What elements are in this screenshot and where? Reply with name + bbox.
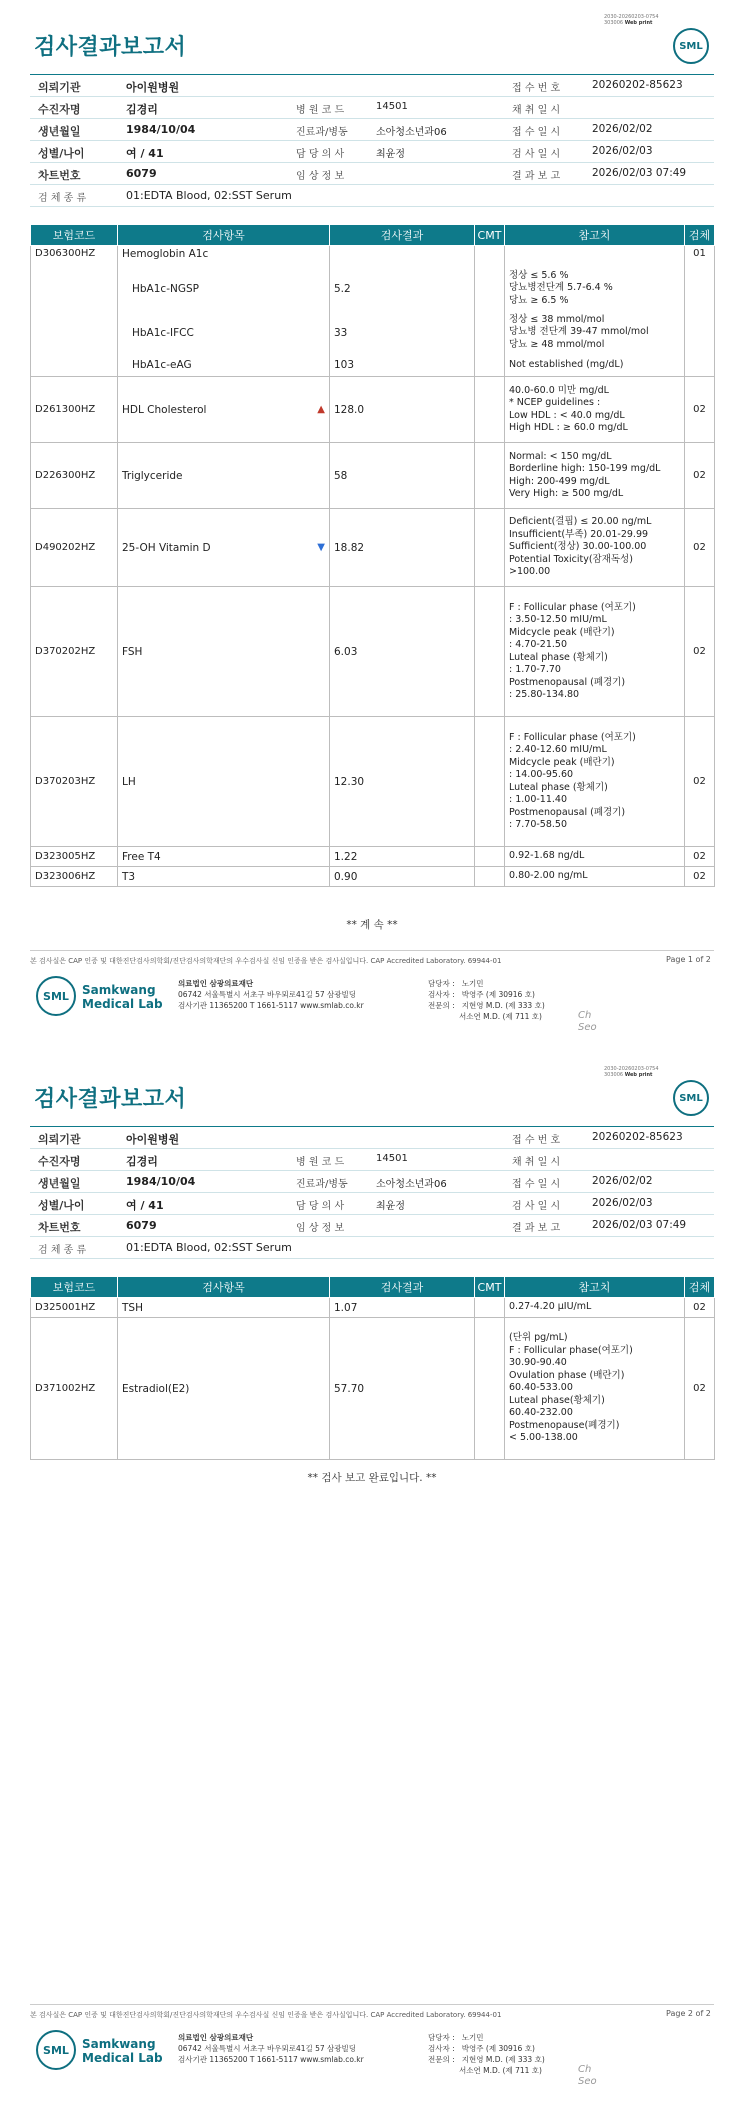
table-row: D371002HZ Estradiol(E2) 57.70 (단위 pg/mL) F : Follicular phase(여포기) 30.90-90.40 Ovulation phase (배란기) 60.40-533.00 Luteal phase(황체기) 60.40-232.00 Postmenopause(폐경기) < 5.00-138.00 02 [31,1318,715,1460]
col-header-specimen: 검체 [685,225,715,246]
col-header-result: 검사결과 [330,1277,475,1298]
patient-info-header: 의뢰기관 아이원병원 접 수 번 호 20260202-85623 수진자명 김경리 병 원 코 드 14501 채 취 일 시 생년월일 1984/10/04 진료과/병동 소아청소년과06 접 수 일 시 2026/02/02 성별/나이 여 / 41 담 당 의 사 최윤정 검 사 일 시 2026/02/03 차트번호 6079 임 상 정 보 결 과 보 고 2026/02/03 07:49 검 체 종 류 01:EDTA Blood, 02:SST Serum [30,1126,714,1259]
lab-name: Samkwang Medical Lab [82,2037,163,2065]
results-table-page-1 [30,224,715,887]
low-flag-icon: ▼ [317,542,325,553]
sml-logo-icon: SML [673,28,709,64]
high-flag-icon: ▲ [317,404,325,415]
col-header-cmt: CMT [475,225,505,246]
table-row: HbA1c-NGSP 5.2 정상 ≤ 5.6 % 당뇨병전단계 5.7-6.4 % 당뇨 ≥ 6.5 % [31,267,715,311]
page-number: Page 1 of 2 [666,955,711,964]
table-row: D370202HZ FSH 6.03 F : Follicular phase (여포기) : 3.50-12.50 mIU/mL Midcycle peak (배란기) : 4.70-21.50 Luteal phase (황체기) : 1.70-7.70 Postmenopausal (폐경기) : 25.80-134.80 02 [31,587,715,717]
table-row: D325001HZ TSH 1.07 0.27-4.20 μIU/mL 02 [31,1298,715,1318]
table-row: D370203HZ LH 12.30 F : Follicular phase (여포기) : 2.40-12.60 mIU/mL Midcycle peak (배란기) : 14.00-95.60 Luteal phase (황체기) : 1.00-11.40 Postmenopausal (폐경기) : 7.70-58.50 02 [31,717,715,847]
table-row: D306300HZ Hemoglobin A1c 01 [31,246,715,267]
patient-info-header: 의뢰기관 아이원병원 접 수 번 호 20260202-85623 수진자명 김경리 병 원 코 드 14501 채 취 일 시 생년월일 1984/10/04 진료과/병동 소아청소년과06 접 수 일 시 2026/02/02 성별/나이 여 / 41 담 당 의 사 최윤정 검 사 일 시 2026/02/03 차트번호 6079 임 상 정 보 결 과 보 고 2026/02/03 07:49 검 체 종 류 01:EDTA Blood, 02:SST Serum [30,74,714,207]
table-row: D261300HZ HDL Cholesterol ▲ 128.0 40.0-60.0 미만 mg/dL * NCEP guidelines : Low HDL : < 40.0 mg/dL High HDL : ≥ 60.0 mg/dL 02 [31,377,715,443]
results-table-page-2 [30,1276,715,1460]
col-header-result: 검사결과 [330,225,475,246]
col-header-ref: 참고치 [505,1277,685,1298]
table-row: D226300HZ Triglyceride 58 Normal: < 150 mg/dL Borderline high: 150-199 mg/dL High: 200-499 mg/dL Very High: ≥ 500 mg/dL 02 [31,443,715,509]
sml-logo-icon: SML [36,2030,76,2070]
signature: Ch Seo [578,1010,597,1033]
table-row: D490202HZ 25-OH Vitamin D ▼ 18.82 Deficient(결핍) ≤ 20.00 ng/mL Insufficient(부족) 20.01-29.99 Sufficient(정상) 30.00-100.00 Potential Toxicity(잠재독성) >100.00 02 [31,509,715,587]
lab-info: 의료법인 삼광의료재단 06742 서울특별시 서초구 바우뫼로41길 57 삼광빌딩 검사기관 11365200 T 1661-5117 www.smlab.co.kr [178,2033,364,2064]
lab-info: 의료법인 삼광의료재단 06742 서울특별시 서초구 바우뫼로41길 57 삼광빌딩 검사기관 11365200 T 1661-5117 www.smlab.co.kr [178,979,364,1010]
sml-logo-icon: SML [36,976,76,1016]
col-header-cmt: CMT [475,1277,505,1298]
table-row: HbA1c-IFCC 33 정상 ≤ 38 mmol/mol 당뇨병 전단계 39-47 mmol/mol 당뇨 ≥ 48 mmol/mol [31,311,715,355]
lab-staff: 담당자 : 노기민 검사자 : 박영주 (제 30916 호) 전문의 : 지현영 M.D. (제 333 호) 서소연 M.D. (제 711 호) [428,2033,545,2075]
lab-staff: 담당자 : 노기민 검사자 : 박영주 (제 30916 호) 전문의 : 지현영 M.D. (제 333 호) 서소연 M.D. (제 711 호) [428,979,545,1021]
page-number: Page 2 of 2 [666,2009,711,2018]
col-header-code: 보험코드 [31,1277,118,1298]
print-stamp: 2030-20260203-0754 303006 Web print [604,1066,659,1078]
accreditation-note: 본 검사실은 CAP 인증 및 대한진단검사의학회/진단검사의학재단의 우수검사실 신임 인증을 받은 검사실입니다. CAP Accredited Laboratory. 69944-01 [30,2011,502,2019]
table-row: HbA1c-eAG 103 Not established (mg/dL) [31,355,715,377]
report-complete-notice: ** 검사 보고 완료입니다. ** [307,1472,437,1484]
col-header-item: 검사항목 [118,1277,330,1298]
sml-logo-icon: SML [673,1080,709,1116]
accreditation-note: 본 검사실은 CAP 인증 및 대한진단검사의학회/진단검사의학재단의 우수검사실 신임 인증을 받은 검사실입니다. CAP Accredited Laboratory. 69944-01 [30,957,502,965]
table-row: D323005HZ Free T4 1.22 0.92-1.68 ng/dL 02 [31,847,715,867]
report-title: 검사결과보고서 [34,1087,187,1112]
table-row: D323006HZ T3 0.90 0.80-2.00 ng/mL 02 [31,867,715,887]
report-page-2 [0,1052,744,2104]
col-header-item: 검사항목 [118,225,330,246]
report-title: 검사결과보고서 [34,35,187,60]
print-stamp: 2030-20260203-0754 303006 Web print [604,14,659,26]
continue-notice: ** 계 속 ** [346,919,398,931]
col-header-ref: 참고치 [505,225,685,246]
col-header-code: 보험코드 [31,225,118,246]
signature: Ch Seo [578,2064,597,2087]
col-header-specimen: 검체 [685,1277,715,1298]
lab-name: Samkwang Medical Lab [82,983,163,1011]
